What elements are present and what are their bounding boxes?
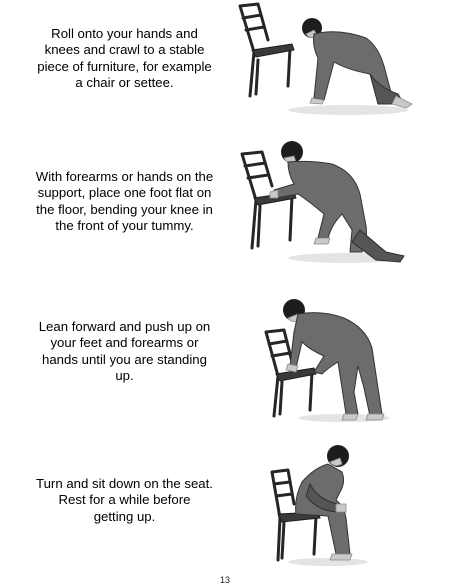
step-2-line: support, place one foot flat on — [37, 185, 212, 201]
person-figure — [302, 18, 412, 108]
step-1-text — [22, 26, 227, 91]
person-figure — [296, 445, 352, 560]
step-2-line: the front of your tummy. — [55, 217, 194, 233]
step-4-line: getting up. — [93, 508, 156, 524]
step-4-text — [22, 476, 227, 525]
step-2-line: the floor, bending your knee in — [36, 201, 213, 217]
person-figure — [270, 141, 404, 262]
step-3-line: up. — [115, 367, 134, 383]
step-4 — [0, 440, 452, 580]
step-3 — [0, 290, 452, 430]
person-figure — [283, 299, 384, 420]
person-pushing-up-from-chair-icon — [262, 296, 402, 428]
step-2-line: With forearms or hands on the — [35, 169, 214, 184]
step-3-line: hands until you are standing — [42, 351, 207, 367]
step-2 — [0, 140, 452, 270]
step-4-line: Rest for a while before — [58, 492, 191, 508]
step-3-text — [22, 319, 227, 384]
page-number: 13 — [219, 575, 230, 585]
person-sitting-on-chair-icon — [266, 442, 376, 570]
step-1-line: piece of furniture, for example — [37, 58, 212, 74]
person-crawling-to-chair-icon — [228, 0, 418, 125]
step-1 — [0, 0, 452, 130]
step-1-line: a chair or settee. — [75, 74, 174, 90]
step-4-line: Turn and sit down on the seat. — [36, 476, 213, 491]
step-3-line: your feet and forearms or — [50, 335, 199, 351]
step-2-text — [22, 169, 227, 234]
step-1-line: Roll onto your hands and — [51, 26, 198, 41]
person-kneeling-at-chair-icon — [236, 140, 416, 268]
step-3-line: Lean forward and push up on — [38, 319, 211, 334]
step-1-line: knees and crawl to a stable — [44, 42, 205, 58]
chair-icon — [240, 4, 294, 96]
